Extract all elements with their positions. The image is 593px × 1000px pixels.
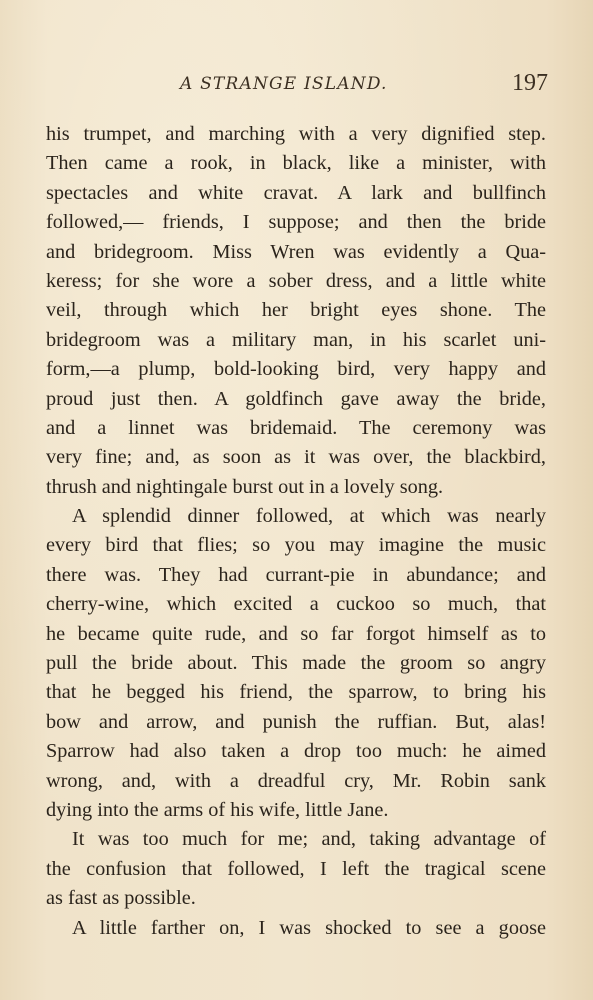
text-line: Sparrow had also taken a drop too much: he aimed — [46, 740, 546, 763]
text-line: thrush and nightingale burst out in a lovely song. — [46, 475, 444, 498]
text-line: wrong, and, with a dreadful cry, Mr. Robin sank — [46, 769, 546, 792]
text-line: bow and arrow, and punish the ruffian. But, alas! — [46, 710, 546, 733]
text-line: as fast as possible. — [46, 887, 196, 910]
text-line: and bridegroom. Miss Wren was evidently a Qua- — [46, 240, 546, 263]
text-line: followed,— friends, I suppose; and then the bride — [46, 211, 546, 234]
text-line: he became quite rude, and so far forgot himself as to — [46, 622, 546, 645]
text-line: and a linnet was bridemaid. The ceremony was — [46, 416, 546, 439]
text-line: keress; for she wore a sober dress, and a little white — [46, 269, 546, 292]
text-line: there was. They had currant-pie in abundance; and — [46, 563, 546, 586]
text-line: It was too much for me; and, taking advantage of — [72, 828, 546, 851]
text-line: A splendid dinner followed, at which was nearly — [72, 505, 546, 528]
page-number: 197 — [512, 70, 548, 96]
text-line: bridegroom was a military man, in his scarlet uni- — [46, 328, 546, 351]
text-line: Then came a rook, in black, like a minister, with — [46, 152, 546, 175]
text-line: every bird that flies; so you may imagine the music — [46, 534, 546, 557]
text-line: that he begged his friend, the sparrow, to bring his — [46, 681, 546, 704]
text-line: pull the bride about. This made the groom so angry — [46, 652, 546, 675]
text-line: cherry-wine, which excited a cuckoo so much, that — [46, 593, 546, 616]
text-line: dying into the arms of his wife, little Jane. — [46, 798, 389, 821]
text-line: A little farther on, I was shocked to see a goose — [72, 916, 546, 939]
text-line: form,—a plump, bold-looking bird, very happy and — [46, 358, 546, 381]
text-line: very fine; and, as soon as it was over, the blackbird, — [46, 446, 546, 469]
text-line: spectacles and white cravat. A lark and bullfinch — [46, 181, 546, 204]
text-line: his trumpet, and marching with a very dignified step. — [46, 123, 546, 145]
text-line: proud just then. A goldfinch gave away the bride, — [46, 387, 546, 410]
text-line: the confusion that followed, I left the tragical scene — [46, 857, 546, 880]
running-head: A STRANGE ISLAND. — [180, 74, 388, 94]
text-line: veil, through which her bright eyes shone. The — [46, 299, 546, 322]
body-text — [46, 120, 546, 943]
